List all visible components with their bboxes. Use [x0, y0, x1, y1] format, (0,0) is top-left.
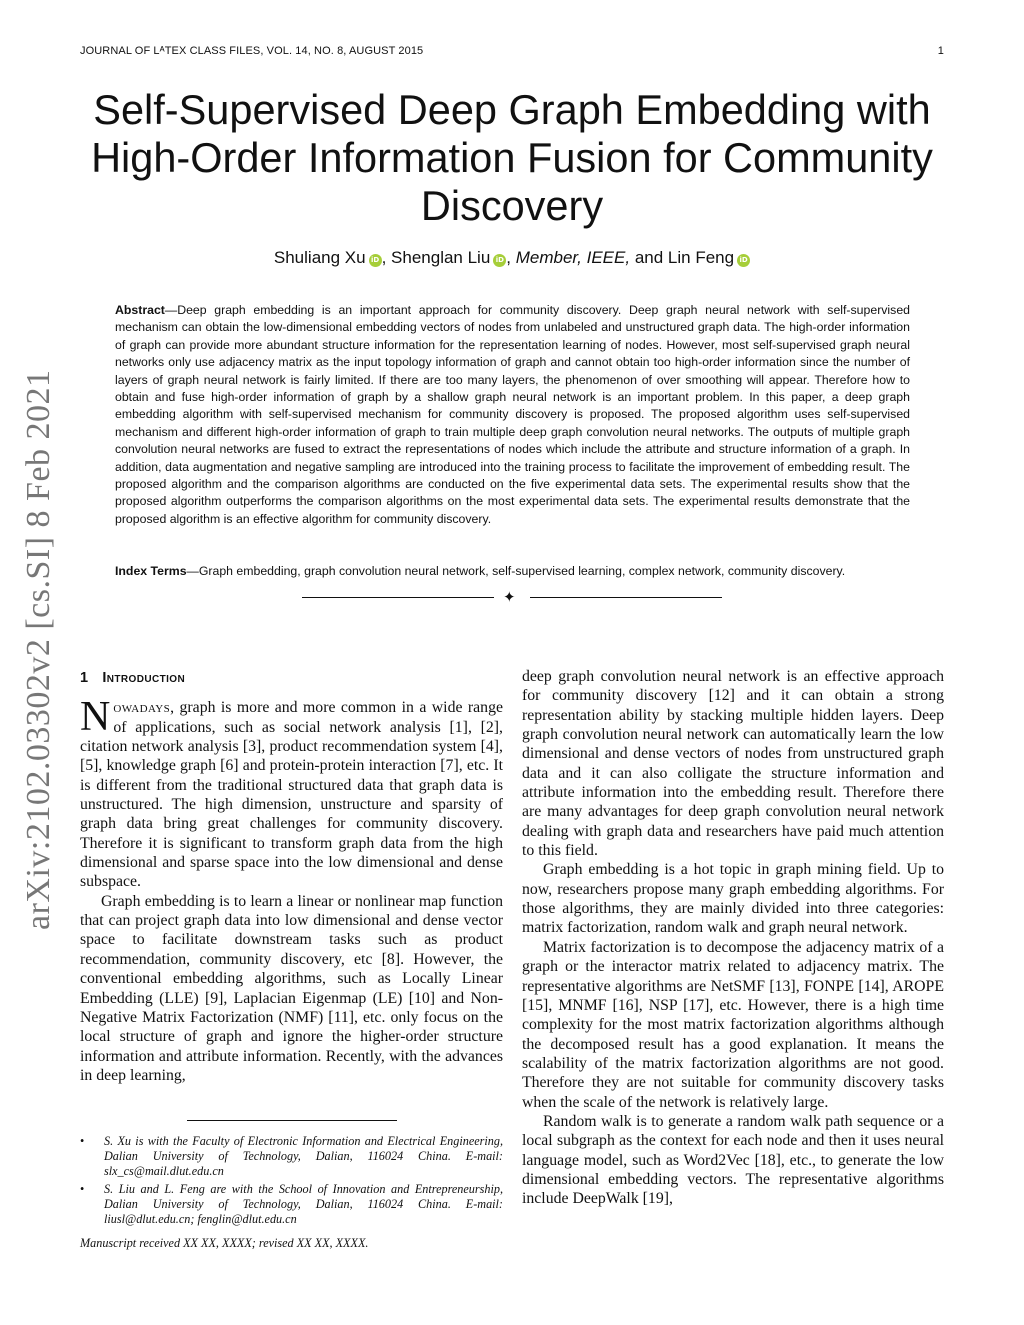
abstract-label: Abstract: [115, 303, 165, 317]
separator-line-right: [530, 597, 722, 598]
arxiv-stamp: arXiv:2102.03302v2 [cs.SI] 8 Feb 2021: [20, 369, 57, 930]
lead-word: owadays: [113, 699, 171, 717]
author-connector: and: [634, 248, 664, 267]
left-column: [80, 667, 503, 1085]
page-number: 1: [937, 45, 944, 57]
index-terms-text: —Graph embedding, graph convolution neural network, self-supervised learning, complex network, community discovery.: [186, 564, 846, 578]
manuscript-note: Manuscript received XX XX, XXXX; revised XX XX, XXXX.: [80, 1236, 369, 1251]
paragraph: deep graph convolution neural network is an effective approach for community discovery [12] and it can obtain a strong representation ability by stacking multiple hidden layers. Deep graph convolution neural network can automatically learn the low dimensional and dense vectors of nodes from unstructured graph data and it can also colligate the structure information and attribute information into the embedding result. Therefore there are many advantages for deep graph convolution neural network dealing with graph data and researchers have paid much attention to this field.: [522, 668, 944, 860]
bullet-icon: •: [80, 1134, 85, 1148]
paragraph: Matrix factorization is to decompose the adjacency matrix of a graph or the interactor matrix related to adjacency matrix. The representative algorithms are NetSMF [13], FONPE [14], AROPE [15], MNMF [16], NSP [17], etc. However, there is a high time complexity for the most matrix factorization algorithms although the decomposed result has a good explanation. It means the scalability of the matrix factorization algorithms are not good. Therefore they are not suitable for community discovery tasks when the scale of the network is relatively large.: [522, 938, 944, 1111]
footnote-rule: [187, 1120, 397, 1121]
abstract: [115, 302, 910, 528]
author-name: Lin Feng: [667, 248, 735, 267]
author-name: Shenglan Liu: [391, 248, 491, 267]
bullet-icon: •: [80, 1181, 85, 1196]
footnote-text: S. Liu and L. Feng are with the School of Innovation and Entrepreneurship, Dalian University of Technology, Dalian, 116024 China. E-mail: liusl@dlut.edu.cn; fenglin@dlut.edu.cn: [104, 1181, 503, 1227]
footnote-affiliation: [80, 1182, 503, 1228]
section-heading: [80, 669, 503, 688]
section-separator: [300, 590, 724, 606]
paragraph: Random walk is to generate a random walk path sequence or a local subgraph as the context for each node and then it uses neural language model, such as Word2Vec [18], etc., to generate the low dimensional embedding vectors. The representative algorithms include DeepWalk [19],: [522, 1112, 944, 1208]
author-list: Shuliang Xu iD , Shenglan Liu iD , Member, IEEE, and Lin Feng iD: [80, 248, 944, 268]
paper-title: Self-Supervised Deep Graph Embedding with High-Order Information Fusion for Community Discovery: [91, 86, 933, 229]
paragraph: Graph embedding is to learn a linear or nonlinear map function that can project graph data into low dimensional and dense vector space to facilitate downstream tasks such as product recommendation, community discovery, etc [8]. However, the conventional embedding algorithms, such as Locally Linear Embedding (LLE) [9], Laplacian Eigenmap (LE) [10] and Non-Negative Matrix Factorization (NMF) [11], etc. only focus on the local structure of graph and ignore the higher-order structure information and attribute information. Recently, with the advances in deep learning,: [80, 892, 503, 1084]
abstract-text: —Deep graph embedding is an important approach for community discovery. Deep graph neural network with self-supervised mechanism can obtain the low-dimensional embedding vectors of nodes from unlabeled and unstructured graph data. The high-order information of graph can provide more abundant structure information for the representation learning of nodes. However, most self-supervised graph neural networks only use adjacency matrix as the input topology information of graph and cannot obtain too high-order information since the number of layers of graph neural network is fairly limited. If there are too many layers, the phenomenon of over smoothing will appear. Therefore how to obtain and fuse high-order information of graph by a shallow graph neural network is an important problem. In this paper, a deep graph embedding algorithm with self-supervised mechanism for community discovery is proposed. The proposed algorithm uses self-supervised mechanism and different high-order information of graph to train multiple deep graph convolution neural networks. The outputs of multiple graph convolution neural networks are fused to extract the representations of nodes which include the attribute and structure information of a graph. In addition, data augmentation and negative sampling are introduced into the training process to facilitate the improvement of embedding result. The proposed algorithm and the comparison algorithms are conducted on the five experimental data sets. The experimental results show that the proposed algorithm outperforms the comparison algorithms on the most experimental data sets. The experimental results demonstrate that the proposed algorithm is an effective algorithm for community discovery.: [115, 303, 910, 526]
orcid-icon[interactable]: iD: [737, 254, 750, 267]
author-name: Shuliang Xu: [273, 248, 366, 267]
index-terms: [115, 563, 910, 580]
separator-line-left: [302, 597, 494, 598]
section-number: 1: [80, 670, 89, 686]
dropcap-letter: N: [80, 694, 111, 741]
separator-diamond-icon: ✦: [503, 589, 516, 606]
section-title: Introduction: [102, 670, 186, 686]
footnote-text: S. Xu is with the Faculty of Electronic Information and Electrical Engineering, Dalian University of Technology, Dalian, 116024 China. E-mail: slx_cs@mail.dlut.edu.cn: [104, 1134, 503, 1179]
index-terms-label: Index Terms: [115, 564, 187, 578]
paragraph-text: , graph is more and more common in a wide range of applications, such as social network analysis [1], [2], citation network analysis [3], product recommendation system [4], [5], knowledge graph [6] and protein-protein interaction [7], etc. It is different from the traditional structured data that graph data is unstructured. The high dimension, unstructure and sparsity of graph data bring great challenges for community discovery. Therefore it is significant to transform graph data from the high dimensional and sparse space into the low dimensional and dense subspace.: [80, 699, 503, 891]
paragraph: [80, 694, 503, 891]
footnotes: [80, 1134, 503, 1251]
right-column: [522, 667, 944, 1209]
running-head: [80, 45, 944, 57]
footnote-affiliation: [80, 1134, 503, 1180]
author-role: Member, IEEE,: [515, 248, 631, 267]
orcid-icon[interactable]: iD: [369, 254, 382, 267]
journal-line: JOURNAL OF LᴬTEX CLASS FILES, VOL. 14, NO. 8, AUGUST 2015: [80, 45, 424, 57]
orcid-icon[interactable]: iD: [493, 254, 506, 267]
paragraph: Graph embedding is a hot topic in graph mining field. Up to now, researchers propose many graph embedding algorithms. For those algorithms, they are mainly divided into three categories: matrix factorization, random walk and graph neural network.: [522, 861, 944, 937]
